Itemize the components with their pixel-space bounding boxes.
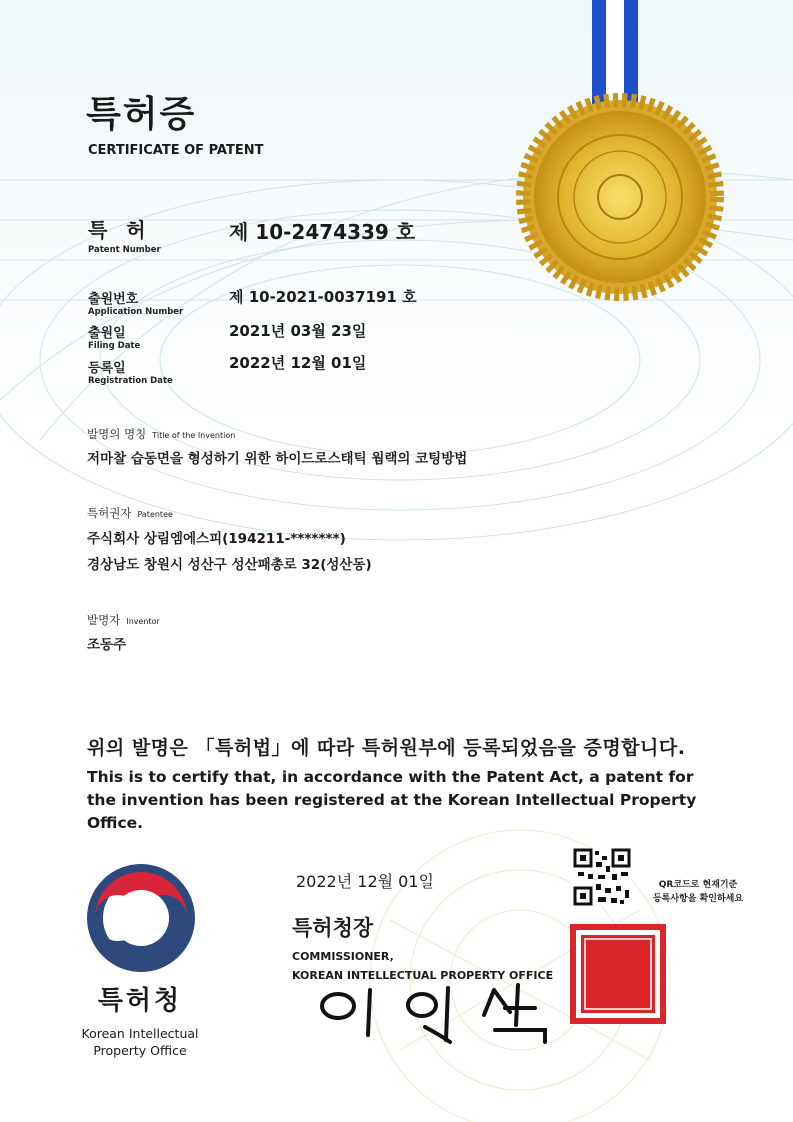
inventor-section — [87, 609, 160, 653]
issue-date: 2022년 12월 01일 — [296, 872, 434, 891]
office-name-ko: 특허청 — [97, 986, 183, 1016]
certificate-title: 특허증 — [86, 94, 197, 135]
patentee-name: 주식회사 상림엠에스피(194211-*******) — [87, 531, 346, 547]
filing-date-label-en: Filing Date — [88, 341, 141, 351]
registration-date-value: 2022년 12월 01일 — [229, 354, 367, 372]
commissioner-line1: COMMISSIONER, — [292, 950, 394, 963]
red-seal-icon — [573, 927, 663, 1021]
invention-title-label-en: Title of the Invention — [152, 431, 236, 440]
patentee-section — [87, 502, 372, 573]
commissioner-title: 특허청장 — [292, 916, 374, 940]
taegeuk-logo-icon — [95, 872, 187, 964]
commissioner-line2: KOREAN INTELLECTUAL PROPERTY OFFICE — [292, 969, 554, 982]
patent-number-label-ko: 특 허 — [88, 218, 152, 242]
invention-title-label-ko: 발명의 명칭 — [87, 427, 147, 441]
office-name-en-line2: Property Office — [93, 1043, 187, 1058]
patentee-address: 경상남도 창원시 성산구 성산패총로 32(성산동) — [87, 557, 372, 573]
gold-seal-icon — [523, 100, 717, 294]
certification-text-ko: 위의 발명은 「특허법」에 따라 특허원부에 등록되었음을 증명합니다. — [87, 737, 686, 759]
office-name-en-line1: Korean Intellectual — [81, 1026, 199, 1041]
application-number-value: 제 10-2021-0037191 호 — [229, 288, 417, 306]
inventor-label-en: Inventor — [126, 617, 160, 626]
application-number-label-en: Application Number — [88, 307, 184, 317]
inventor-label-ko: 발명자 — [87, 613, 121, 627]
qr-note-line2: 등록사항을 확인하세요 — [652, 894, 744, 904]
invention-title-section — [87, 423, 467, 467]
registration-date-label-ko: 등록일 — [88, 361, 126, 376]
filing-date-label-ko: 출원일 — [88, 326, 126, 341]
patentee-label-en: Patentee — [137, 510, 173, 519]
certification-text-en: This is to certify that, in accordance with the Patent Act, a patent for the invention has been registered at the Korean Intellectual Property Office. — [87, 768, 697, 832]
qr-code-icon — [573, 848, 631, 906]
qr-note-line1: QR코드로 현재기준 — [658, 880, 738, 890]
certificate-title-en: CERTIFICATE OF PATENT — [88, 143, 264, 158]
filing-date-value: 2021년 03월 23일 — [229, 322, 367, 340]
patentee-label-ko: 특허권자 — [87, 506, 132, 520]
application-number-label — [88, 288, 183, 317]
patent-number-label — [88, 214, 161, 255]
qr-note — [638, 878, 758, 906]
commissioner-block — [292, 947, 553, 985]
patent-number-label-en: Patent Number — [88, 245, 161, 255]
filing-date-label — [88, 322, 140, 351]
patent-number-value: 제 10-2474339 호 — [229, 220, 416, 244]
registration-date-label-en: Registration Date — [88, 376, 173, 386]
office-block — [60, 980, 220, 1059]
inventor-name: 조동주 — [87, 637, 127, 653]
invention-title-value: 저마찰 습동면을 형성하기 위한 하이드로스태틱 웜랙의 코팅방법 — [87, 451, 468, 467]
application-number-label-ko: 출원번호 — [88, 292, 139, 307]
signature-icon — [322, 985, 545, 1042]
registration-date-label — [88, 357, 173, 386]
